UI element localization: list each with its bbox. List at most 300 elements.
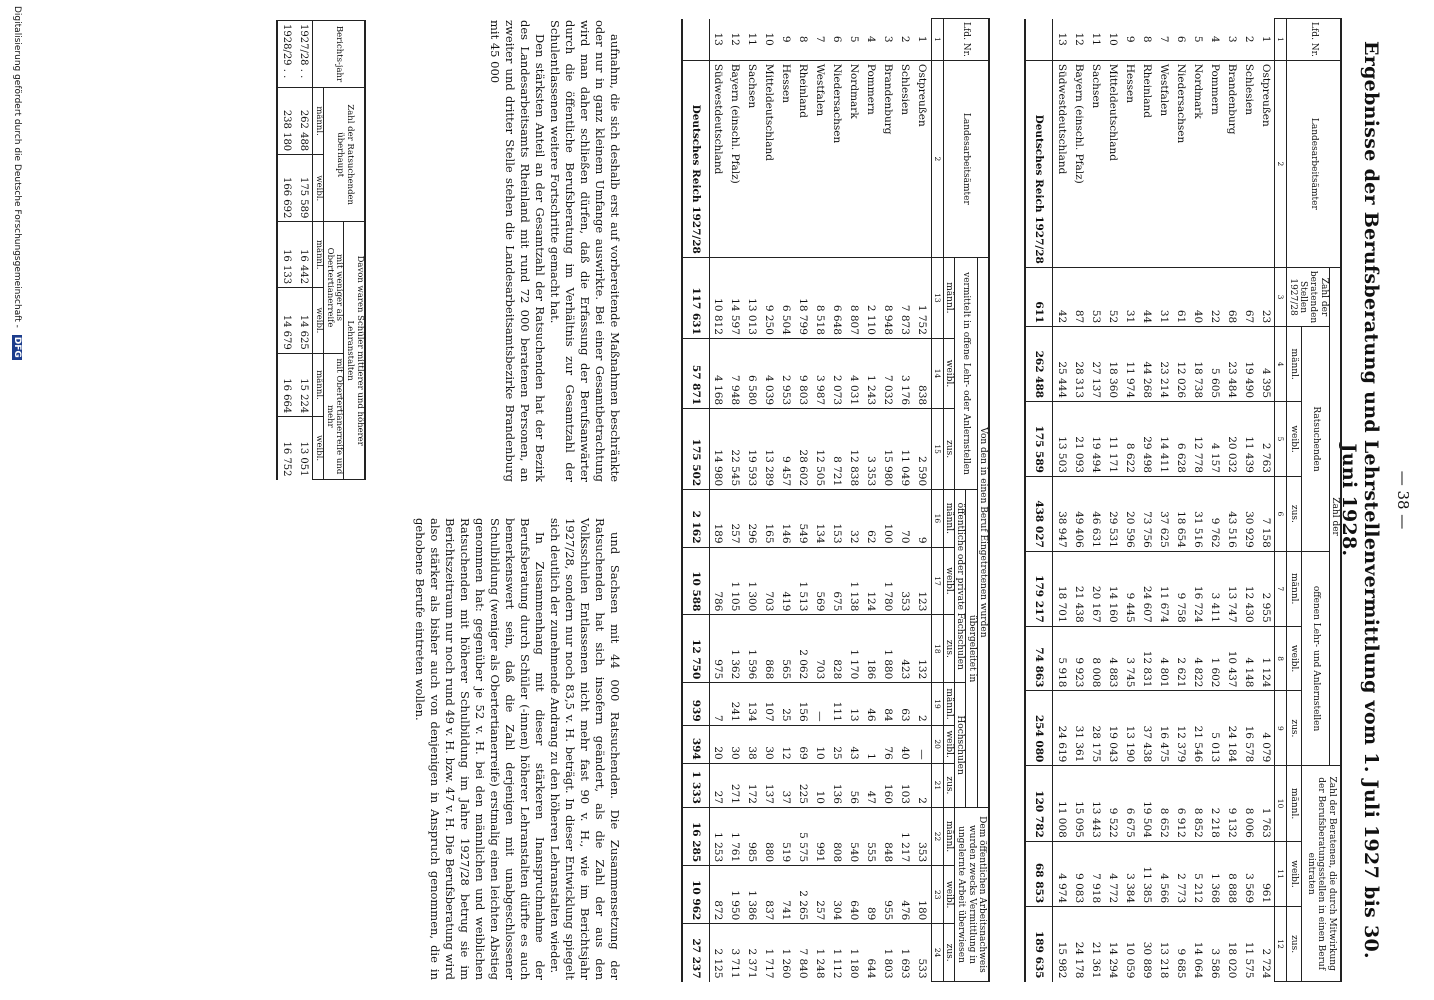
table-row (761, 19, 778, 982)
office-name: Niedersachsen (829, 60, 846, 257)
cell-value: 27 137 (1087, 327, 1104, 402)
cell-value: 1 243 (863, 338, 880, 408)
cell-value: 3 384 (1121, 841, 1138, 906)
office-name: Nordmark (846, 60, 863, 257)
cell-value: 61 (1172, 267, 1189, 326)
cell-value: 30 (761, 725, 778, 763)
cell-value: 28 175 (1087, 691, 1104, 766)
cell-value: 19 593 (744, 409, 761, 490)
cell-value: 12 430 (1240, 551, 1257, 626)
table-row (744, 19, 761, 982)
cell-value: 1 780 (880, 547, 897, 615)
cell-value: 4 395 (1257, 327, 1275, 402)
cell-value: 11 008 (1053, 766, 1071, 841)
cell-value: 124 (863, 547, 880, 615)
header-m: männl. (1287, 551, 1302, 626)
row-number: 5 (848, 35, 861, 43)
office-name: Bayern (einschl. Pfalz) (1070, 60, 1087, 267)
cell-value: 12 831 (1138, 626, 1155, 691)
office-name: Sachsen (744, 60, 761, 257)
cell-value: 14 597 (727, 257, 744, 338)
cell-value: 11 439 (1240, 402, 1257, 477)
header-ratsuchende: Ratsuchenden (1302, 327, 1329, 552)
column-index: 13 (931, 257, 943, 338)
cell-value: 848 (880, 807, 897, 865)
cell-value: 31 (1121, 267, 1138, 326)
cell-value: 296 (744, 490, 761, 547)
cell-value: 10 437 (1223, 626, 1240, 691)
cell-value: 13 190 (1121, 691, 1138, 766)
cell-value: 1 217 (897, 807, 914, 865)
cell-value: 16 285 (682, 807, 710, 865)
row-number: 2 (1242, 35, 1255, 43)
office-name: Schlesien (897, 60, 914, 257)
table-row (846, 19, 863, 982)
cell-value: 8 807 (846, 257, 863, 338)
cell-value: 3 353 (863, 409, 880, 490)
comparison-table (276, 20, 366, 480)
cell-value: 6 504 (778, 257, 795, 338)
cell-value: 8 948 (880, 257, 897, 338)
column-index: 1 (1275, 19, 1287, 61)
cell-value: 20 032 (1223, 402, 1240, 477)
office-name: Rheinland (795, 60, 812, 257)
cell-value: 8 622 (1121, 402, 1138, 477)
cell-value: 16 578 (1240, 691, 1257, 766)
table-row (829, 19, 846, 982)
cell-value: 132 (914, 615, 932, 683)
cell-value: 14 625 (295, 288, 313, 354)
cell-value: 21 546 (1189, 691, 1206, 766)
cell-value: 2 590 (914, 409, 932, 490)
cell-value: 10 962 (682, 866, 710, 924)
cell-value: 20 167 (1087, 551, 1104, 626)
cell-value: 14 679 (277, 288, 295, 354)
cell-value: 2 (914, 683, 932, 725)
cell-value: 975 (709, 615, 727, 683)
cell-value: 1 717 (761, 924, 778, 982)
cell-value: 4 031 (846, 338, 863, 408)
cell-value: 27 (709, 763, 727, 807)
cell-value: 16 752 (277, 417, 295, 480)
header-amt: Landesarbeitsämter (1287, 60, 1341, 267)
cell-value: 63 (897, 683, 914, 725)
header-z: zus. (943, 924, 954, 982)
cell-value: 5 605 (1206, 327, 1223, 402)
column-index: 19 (931, 683, 943, 725)
cell-value: 84 (880, 683, 897, 725)
cell-value: 16 724 (1189, 551, 1206, 626)
header-m: männl. (1287, 327, 1302, 402)
cell-value: 146 (778, 490, 795, 547)
cell-value: 18 738 (1189, 327, 1206, 402)
cell-value: 353 (897, 547, 914, 615)
cell-value: 179 217 (1025, 551, 1053, 626)
cell-value: 53 (1087, 267, 1104, 326)
row-number: 2 (899, 35, 912, 43)
table-row (1087, 19, 1104, 982)
cell-value: 16 664 (277, 353, 295, 416)
cell-value: 13 013 (744, 257, 761, 338)
cell-value: 3 411 (1206, 551, 1223, 626)
cell-value: 165 (761, 490, 778, 547)
cell-value: 103 (897, 763, 914, 807)
row-number: 12 (729, 32, 742, 46)
paragraph: Den stärksten Anteil an der Gesamtzahl der Ratsuchenden hat der Bezirk des Landesarbeitsamts Rheinland mit rund 72 000 beratenen Personen, an zweiter und dritter Stelle stehen die Landesarbeitsamtsbezirke Brandenburg mit 45 000 (488, 20, 547, 482)
cell-value: 254 080 (1025, 691, 1053, 766)
cell-value: 741 (778, 866, 795, 924)
cell-value: 394 (682, 725, 710, 763)
cell-value: 136 (829, 763, 846, 807)
office-name: Westfalen (1155, 60, 1172, 267)
table-row (812, 19, 829, 982)
cell-value: 172 (744, 763, 761, 807)
cell-value: 7 158 (1257, 476, 1275, 551)
office-name: Hessen (778, 60, 795, 257)
cell-value: 23 214 (1155, 327, 1172, 402)
cell-value: 241 (727, 683, 744, 725)
office-name: Südwestdeutschland (1053, 60, 1071, 267)
column-index: 16 (931, 490, 943, 547)
cell-value: 100 (880, 490, 897, 547)
cell-value: 117 631 (682, 257, 710, 338)
cell-value: 2 062 (795, 615, 812, 683)
cell-value: 7 032 (880, 338, 897, 408)
cell-value: 89 (863, 866, 880, 924)
cell-value: 28 313 (1070, 327, 1087, 402)
cell-value: 19 490 (1240, 327, 1257, 402)
header-zahl-der: Zahl der (1329, 267, 1341, 766)
cell-value: 991 (812, 807, 829, 865)
column-index: 3 (1275, 267, 1287, 326)
cell-value: 47 (863, 763, 880, 807)
cell-value: 14 064 (1189, 907, 1206, 982)
row-number: 8 (1140, 35, 1153, 43)
header-m: männl. (313, 222, 324, 288)
cell-value: 1 602 (1206, 626, 1223, 691)
table-row (1223, 19, 1240, 982)
row-number: 9 (780, 35, 793, 43)
column-index: 7 (1275, 551, 1287, 626)
header-weniger: mit weniger als Obertertianerreife (323, 222, 344, 353)
column-index: 14 (931, 338, 943, 408)
cell-value: 37 438 (1138, 691, 1155, 766)
table-row (778, 19, 795, 982)
cell-value: 2 (914, 763, 932, 807)
cell-value: 353 (914, 807, 932, 865)
office-name: Deutsches Reich 1927/28 (1025, 60, 1053, 267)
cell-value: 808 (829, 807, 846, 865)
cell-value: 11 171 (1104, 402, 1121, 477)
cell-value: — (914, 725, 932, 763)
header-w: weibl. (943, 338, 954, 408)
office-name: Südwestdeutschland (709, 60, 727, 257)
header-z: zus. (943, 409, 954, 490)
cell-value: 2 073 (829, 338, 846, 408)
cell-value: 868 (761, 615, 778, 683)
report-year: 1927/28 . . (295, 21, 313, 88)
cell-value: 15 982 (1053, 907, 1071, 982)
header-m: männl. (943, 683, 954, 725)
table-row (1155, 19, 1172, 982)
cell-value: 18 701 (1053, 551, 1071, 626)
cell-value: 19 043 (1104, 691, 1121, 766)
office-name: Sachsen (1087, 60, 1104, 267)
header-stellen: Zahl der beratenden Stellen 1927/28 (1287, 267, 1329, 326)
header-m: männl. (943, 807, 954, 865)
row-number: 3 (882, 35, 895, 43)
cell-value: 1 803 (880, 924, 897, 982)
column-index: 11 (1275, 841, 1287, 906)
table-row (880, 19, 897, 982)
cell-value: 5 212 (1189, 841, 1206, 906)
cell-value: 27 237 (682, 924, 710, 982)
header-m: männl. (1287, 766, 1302, 841)
cell-value: 3 745 (1121, 626, 1138, 691)
cell-value: 2 162 (682, 490, 710, 547)
office-name: Ostpreußen (914, 60, 932, 257)
column-index: 15 (931, 409, 943, 490)
cell-value: 4 168 (709, 338, 727, 408)
cell-value: 13 051 (295, 417, 313, 480)
office-name: Brandenburg (1223, 60, 1240, 267)
dfg-logo: DFG (12, 336, 22, 358)
cell-value: 9 803 (795, 338, 812, 408)
office-name: Niedersachsen (1172, 60, 1189, 267)
cell-value: 20 596 (1121, 476, 1138, 551)
cell-value: 15 224 (295, 353, 313, 416)
cell-value: 4 157 (1206, 402, 1223, 477)
cell-value: 533 (914, 924, 932, 982)
cell-value: 1 761 (727, 807, 744, 865)
cell-value: 225 (795, 763, 812, 807)
cell-value: 4 974 (1053, 841, 1071, 906)
page-number: — 38 — (1394, 470, 1412, 530)
cell-value: 880 (761, 807, 778, 865)
cell-value: 12 379 (1172, 691, 1189, 766)
cell-value: 37 (778, 763, 795, 807)
cell-value: 1 124 (1257, 626, 1275, 691)
cell-value: 1 112 (829, 924, 846, 982)
cell-value: 25 (829, 725, 846, 763)
header-w: weibl. (1287, 626, 1302, 691)
column-index: 4 (1275, 327, 1287, 402)
cell-value: 555 (863, 807, 880, 865)
row-number: 13 (712, 32, 725, 46)
cell-value: 21 438 (1070, 551, 1087, 626)
cell-value: 565 (778, 615, 795, 683)
cell-value: 5 918 (1053, 626, 1071, 691)
paragraph: In Zusammenhang mit dieser stärkeren Inanspruchnahme der Berufsberatung durch Schüler (-innen) höherer Lehranstalten dürfte es auch bemerkenswert sein, daß die Zahl derjenigen mit unabgeschlossener Schulbildung (weniger als Obertertianerreife) erstmalig einen leichten Abstieg genommen hat: gegenüber je 52 v. H. bei den männlichen und weiblichen Ratsuchenden mit höherer Schulbildung im Jahre 1927/28 betrug sie im Berichtszeitraum nur noch rund 49 v. H. bzw. 47 v. H. Die Berufsberatung wird also stärker als bisher auch von denjenigen in Anspruch genommen, die in gehobene Berufe eintreten wollen. (413, 518, 547, 980)
cell-value: 24 184 (1223, 691, 1240, 766)
cell-value: 38 (744, 725, 761, 763)
cell-value: 44 (1138, 267, 1155, 326)
table-row (1257, 19, 1275, 982)
cell-value: 2 724 (1257, 907, 1275, 982)
cell-value: 10 588 (682, 547, 710, 615)
table-row (1172, 19, 1189, 982)
text-column-right (412, 518, 622, 980)
cell-value: 87 (1070, 267, 1087, 326)
cell-value: 1 248 (812, 924, 829, 982)
header-lfd: Lfd. Nr. (1287, 19, 1341, 61)
header-m: männl. (943, 490, 954, 547)
cell-value: 107 (761, 683, 778, 725)
cell-value: 3 569 (1240, 841, 1257, 906)
cell-value: 1 763 (1257, 766, 1275, 841)
cell-value: 7 840 (795, 924, 812, 982)
cell-value: 257 (812, 866, 829, 924)
cell-value: 137 (761, 763, 778, 807)
cell-value: 15 095 (1070, 766, 1087, 841)
row-number: 3 (1225, 35, 1238, 43)
table-row (1053, 19, 1071, 982)
office-name: Westfalen (812, 60, 829, 257)
header-uebergeleitet: übergeleitet in (966, 490, 977, 808)
cell-value: 4 801 (1155, 626, 1172, 691)
cell-value: 238 180 (277, 88, 295, 155)
column-index: 1 (931, 19, 943, 61)
cell-value: 123 (914, 547, 932, 615)
cell-value: 31 516 (1189, 476, 1206, 551)
cell-value: 304 (829, 866, 846, 924)
cell-value: 1 596 (744, 615, 761, 683)
cell-value: 49 406 (1070, 476, 1087, 551)
cell-value: 6 648 (829, 257, 846, 338)
column-index: 2 (1275, 60, 1287, 267)
cell-value: 644 (863, 924, 880, 982)
cell-value: 939 (682, 683, 710, 725)
cell-value: 7 918 (1087, 841, 1104, 906)
cell-value: 675 (829, 547, 846, 615)
cell-value: 18 020 (1223, 907, 1240, 982)
cell-value: 52 (1104, 267, 1121, 326)
cell-value: 175 589 (295, 155, 313, 222)
cell-value: 5 575 (795, 807, 812, 865)
cell-value: 12 778 (1189, 402, 1206, 477)
header-amt: Landesarbeitsämter (943, 60, 989, 257)
cell-value: 1 260 (778, 924, 795, 982)
cell-value: 549 (795, 490, 812, 547)
cell-value: 19 494 (1087, 402, 1104, 477)
header-z: zus. (943, 615, 954, 683)
row-number: 8 (797, 35, 810, 43)
cell-value: 76 (880, 725, 897, 763)
header-z: zus. (943, 763, 954, 807)
cell-value: 872 (709, 866, 727, 924)
cell-value: 12 026 (1172, 327, 1189, 402)
cell-value: 16 133 (277, 222, 295, 288)
table-row (914, 19, 932, 982)
table-row (1189, 19, 1206, 982)
cell-value: 43 (846, 725, 863, 763)
total-row (1025, 19, 1053, 982)
header-w: weibl. (943, 866, 954, 924)
cell-value: 5 013 (1206, 691, 1223, 766)
cell-value: 9 758 (1172, 551, 1189, 626)
cell-value: 837 (761, 866, 778, 924)
row-number: 13 (1055, 32, 1068, 46)
cell-value: 6 580 (744, 338, 761, 408)
cell-value: 13 (846, 683, 863, 725)
cell-value: 57 871 (682, 338, 710, 408)
cell-value: 156 (795, 683, 812, 725)
row-number: 1 (916, 35, 929, 43)
cell-value: 11 385 (1138, 841, 1155, 906)
cell-value: 2 621 (1172, 626, 1189, 691)
cell-value: 1 (863, 725, 880, 763)
column-index: 22 (931, 807, 943, 865)
cell-value: 9 445 (1121, 551, 1138, 626)
cell-value: 46 (863, 683, 880, 725)
header-z: zus. (1287, 476, 1302, 551)
cell-value: 16 475 (1155, 691, 1172, 766)
cell-value: 2 955 (1257, 551, 1275, 626)
cell-value: 73 756 (1138, 476, 1155, 551)
cell-value: 11 575 (1240, 907, 1257, 982)
row-number: 11 (1089, 32, 1102, 46)
header-z: zus. (1287, 907, 1302, 982)
table-row (1121, 19, 1138, 982)
cell-value: 8 518 (812, 257, 829, 338)
row-number: 4 (865, 35, 878, 43)
cell-value: 8 008 (1087, 626, 1104, 691)
table-row (863, 19, 880, 982)
cell-value: 42 (1053, 267, 1071, 326)
cell-value: 2 773 (1172, 841, 1189, 906)
table-row (709, 19, 727, 982)
header-m: männl. (943, 257, 954, 338)
digitization-note (12, 6, 22, 996)
cell-value: 11 974 (1121, 327, 1138, 402)
results-table-2 (681, 18, 990, 982)
cell-value: 1 362 (727, 615, 744, 683)
row-number: 1 (1259, 35, 1272, 43)
cell-value: 14 160 (1104, 551, 1121, 626)
cell-value: 1 752 (914, 257, 932, 338)
header-m: männl. (313, 353, 324, 416)
column-index: 10 (1275, 766, 1287, 841)
column-index: 8 (1275, 626, 1287, 691)
cell-value: 1 138 (846, 547, 863, 615)
office-name: Hessen (1121, 60, 1138, 267)
cell-value: 9 (914, 490, 932, 547)
office-name: Rheinland (1138, 60, 1155, 267)
cell-value: 18 654 (1172, 476, 1189, 551)
cell-value: 262 488 (1025, 327, 1053, 402)
table-row (1138, 19, 1155, 982)
cell-value: 134 (812, 490, 829, 547)
cell-value: 18 360 (1104, 327, 1121, 402)
table-row (1070, 19, 1087, 982)
cell-value: 11 049 (897, 409, 914, 490)
cell-value: 134 (744, 683, 761, 725)
cell-value: 1 105 (727, 547, 744, 615)
row-number: 11 (746, 32, 759, 46)
cell-value: 120 782 (1025, 766, 1053, 841)
cell-value: 955 (880, 866, 897, 924)
cell-value: 4 039 (761, 338, 778, 408)
cell-value: 18 799 (795, 257, 812, 338)
cell-value: 31 361 (1070, 691, 1087, 766)
cell-value: 21 093 (1070, 402, 1087, 477)
cell-value: 2 763 (1257, 402, 1275, 477)
header-z: zus. (1287, 691, 1302, 766)
cell-value: 1 180 (846, 924, 863, 982)
cell-value: 3 586 (1206, 907, 1223, 982)
office-name: Bayern (einschl. Pfalz) (727, 60, 744, 257)
column-index: 17 (931, 547, 943, 615)
